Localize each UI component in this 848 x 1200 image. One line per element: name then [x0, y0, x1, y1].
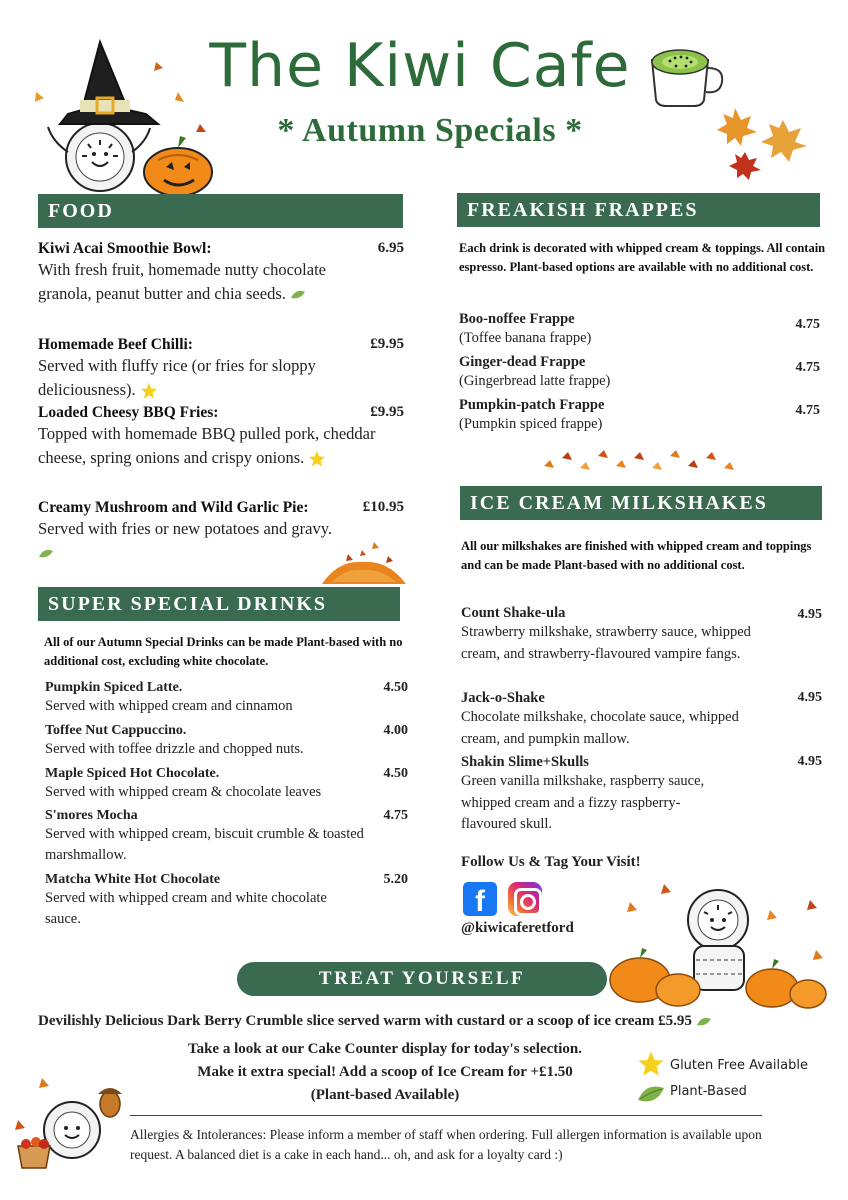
- frappe-item-name: Boo-noffee Frappe: [459, 311, 575, 327]
- food-item-desc: Served with fries or new potatoes and gravy.: [38, 519, 333, 538]
- milkshake-item-name: Jack-o-Shake: [461, 690, 545, 706]
- allergy-notice: Allergies & Intolerances: Please inform a member of staff when ordering. Full allergen information is available upon request. A balanced diet is a cake in each hand... oh, and ask for a loyalty card :): [130, 1127, 762, 1162]
- frappe-item-name: Ginger-dead Frappe: [459, 354, 586, 370]
- frappes-note: Each drink is decorated with whipped cream & toppings. All contain espresso. Plant-based options are available with no additional cost.: [459, 241, 826, 274]
- drink-item-price: 4.75: [383, 808, 408, 823]
- milkshake-item-desc: Chocolate milkshake, chocolate sauce, whipped cream, and pumpkin mallow.: [461, 709, 739, 747]
- food-item-price: 6.95: [377, 240, 404, 256]
- drink-item-name: Matcha White Hot Chocolate: [45, 872, 221, 887]
- kiwi-basket-illustration: [12, 1070, 130, 1170]
- drink-item: [45, 680, 410, 717]
- leaf-pile-illustration: [318, 534, 408, 586]
- milkshake-item-name: Count Shake-ula: [461, 605, 566, 621]
- plant-based-available-text: (Plant-based Available): [310, 1087, 460, 1103]
- food-item-name: Kiwi Acai Smoothie Bowl:: [38, 240, 212, 257]
- food-item-price: £9.95: [370, 404, 404, 420]
- frappe-item-desc: (Gingerbread latte frappe): [459, 373, 611, 389]
- follow-us-text: Follow Us & Tag Your Visit!: [461, 854, 641, 870]
- frappe-item-desc: (Pumpkin spiced frappe): [459, 416, 603, 432]
- drink-item-desc: Served with whipped cream and white chocolate sauce.: [45, 890, 327, 927]
- milkshakes-section-heading: ICE CREAM MILKSHAKES: [460, 486, 822, 520]
- milkshake-item-name: Shakin Slime+Skulls: [461, 754, 589, 770]
- instagram-icon[interactable]: [508, 882, 542, 916]
- food-item-price: £10.95: [362, 499, 404, 515]
- page-subtitle: * Autumn Specials *: [277, 112, 583, 149]
- leaf-icon: [636, 1084, 666, 1104]
- maple-leaves-illustration: [715, 102, 815, 186]
- food-item-desc: Topped with homemade BBQ pulled pork, cheddar cheese, spring onions and crispy onions.: [38, 424, 376, 467]
- drink-item-name: Pumpkin Spiced Latte.: [45, 680, 183, 695]
- frappe-item-price: 4.75: [795, 403, 820, 418]
- food-item-name: Creamy Mushroom and Wild Garlic Pie:: [38, 499, 309, 516]
- drink-item: [45, 723, 410, 760]
- food-item-name: Homemade Beef Chilli:: [38, 336, 193, 353]
- milkshake-item-price: 4.95: [797, 690, 822, 705]
- cake-counter-text: Take a look at our Cake Counter display for today's selection.: [187, 1041, 583, 1057]
- milkshake-item: [461, 605, 826, 665]
- frappe-item: [459, 354, 824, 392]
- food-item-price: £9.95: [370, 336, 404, 352]
- frappe-item-price: 4.75: [795, 317, 820, 332]
- drink-item-price: 4.00: [383, 723, 408, 738]
- drink-item: [45, 808, 410, 866]
- facebook-icon[interactable]: f: [463, 882, 497, 916]
- food-item-name: Loaded Cheesy BBQ Fries:: [38, 404, 219, 421]
- drink-item-desc: Served with toffee drizzle and chopped nuts.: [45, 741, 304, 757]
- crumble-special-text: Devilishly Delicious Dark Berry Crumble slice served warm with custard or a scoop of ice cream £5.95: [38, 1013, 692, 1029]
- food-section-heading: FOOD: [38, 194, 403, 228]
- frappe-item-name: Pumpkin-patch Frappe: [459, 397, 605, 413]
- frappes-section-heading: FREAKISH FRAPPES: [457, 193, 820, 227]
- social-handle: @kiwicaferetford: [461, 920, 574, 936]
- milkshakes-note: All our milkshakes are finished with whipped cream and toppings and can be made Plant-based with no additional cost.: [461, 539, 812, 572]
- star-icon: [308, 450, 326, 468]
- drink-item-desc: Served with whipped cream, biscuit crumble & toasted marshmallow.: [45, 826, 364, 863]
- cafe-title: The Kiwi Cafe: [209, 31, 631, 101]
- milkshake-item-price: 4.95: [797, 754, 822, 769]
- food-item: [38, 404, 408, 470]
- drink-item-desc: Served with whipped cream and cinnamon: [45, 698, 293, 714]
- drink-item-price: 4.50: [383, 766, 408, 781]
- super-drinks-note: All of our Autumn Special Drinks can be made Plant-based with no additional cost, excluding white chocolate.: [44, 635, 403, 668]
- drink-item-price: 5.20: [383, 872, 408, 887]
- treat-yourself-heading: TREAT YOURSELF: [237, 962, 607, 996]
- food-item-desc: Served with fluffy rice (or fries for sloppy deliciousness).: [38, 356, 316, 399]
- legend-gluten-free: Gluten Free Available: [670, 1058, 808, 1073]
- super-drinks-section-heading: SUPER SPECIAL DRINKS: [38, 587, 400, 621]
- food-item: [38, 336, 408, 402]
- food-item-desc: With fresh fruit, homemade nutty chocolate granola, peanut butter and chia seeds.: [38, 260, 326, 303]
- star-icon: [637, 1050, 665, 1078]
- leaf-icon: [290, 290, 306, 300]
- milkshake-item-desc: Green vanilla milkshake, raspberry sauce, whipped cream and a fizzy raspberry-flavoured skull.: [461, 773, 705, 832]
- drink-item-desc: Served with whipped cream & chocolate leaves: [45, 784, 322, 800]
- frappe-item: [459, 397, 824, 435]
- food-item: [38, 240, 408, 306]
- milkshake-item-desc: Strawberry milkshake, strawberry sauce, whipped cream, and strawberry-flavoured vampire fangs.: [461, 624, 751, 662]
- drink-item-name: Maple Spiced Hot Chocolate.: [45, 766, 220, 781]
- kiwi-pumpkin-patch-illustration: [600, 880, 832, 1010]
- milkshake-item: [461, 754, 826, 836]
- drink-item: [45, 872, 410, 930]
- legend-plant-based: Plant-Based: [670, 1084, 747, 1099]
- milkshake-item: [461, 690, 826, 750]
- frappe-item-price: 4.75: [795, 360, 820, 375]
- kiwi-cup-illustration: [648, 44, 730, 108]
- frappe-item-desc: (Toffee banana frappe): [459, 330, 592, 346]
- drink-item-name: S'mores Mocha: [45, 808, 138, 823]
- frappe-item: [459, 311, 824, 349]
- leaf-icon: [696, 1017, 712, 1027]
- leaf-divider-illustration: [540, 446, 746, 474]
- star-icon: [140, 382, 158, 400]
- footer-divider: [130, 1115, 762, 1116]
- milkshake-item-price: 4.95: [797, 607, 822, 622]
- drink-item-name: Toffee Nut Cappuccino.: [45, 723, 187, 738]
- ice-cream-addon-text: Make it extra special! Add a scoop of Ice Cream for +£1.50: [197, 1064, 573, 1080]
- leaf-icon: [38, 549, 54, 559]
- drink-item: [45, 766, 410, 803]
- drink-item-price: 4.50: [383, 680, 408, 695]
- witch-kiwi-mascot-illustration: [28, 32, 218, 197]
